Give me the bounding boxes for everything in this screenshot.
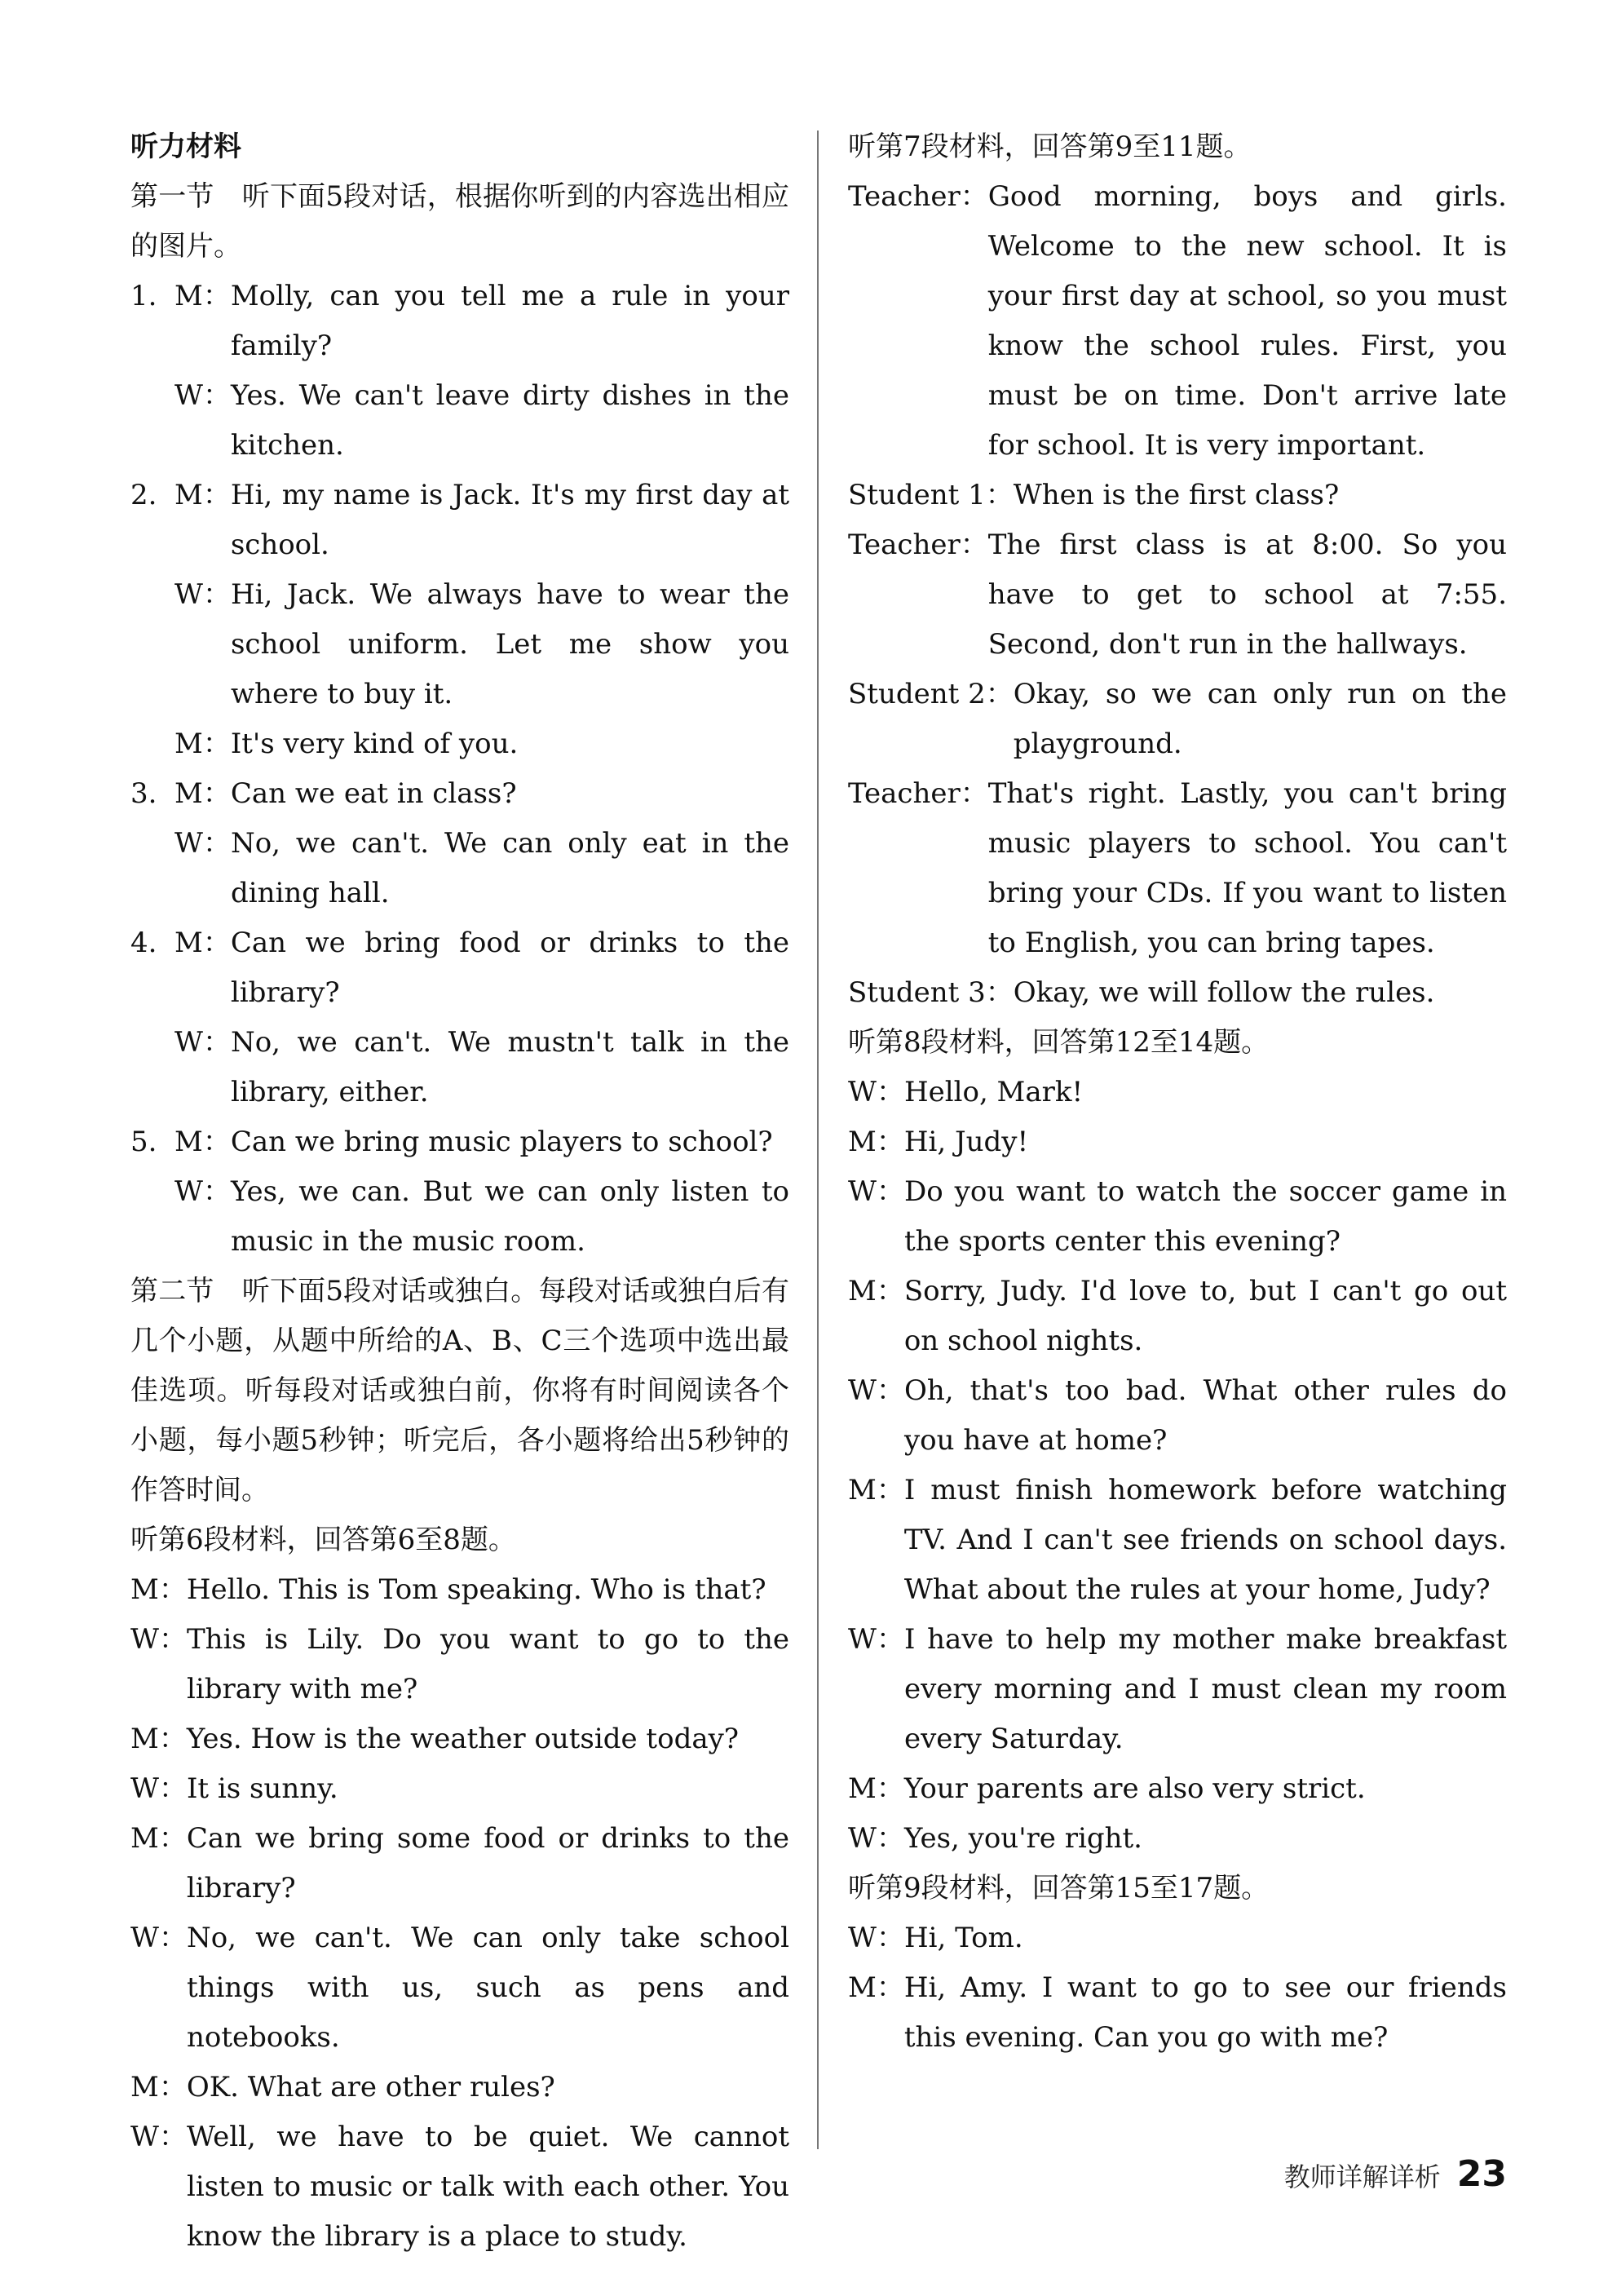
dialogue-line: [130, 2112, 789, 2262]
segment-8-dialogue: [848, 1068, 1507, 1864]
question-number: 1.: [130, 280, 157, 312]
dialogue-text: Yes. How is the weather outside today?: [186, 1723, 740, 1755]
speaker-label: M：: [848, 1772, 904, 1805]
dialogue-text: No, we can't. We can only take school things with us, such as pens and notebooks.: [186, 1922, 789, 2054]
section1-instructions: 第一节 听下面5段对话，根据你听到的内容选出相应的图片。: [130, 180, 789, 263]
page-number: 23: [1456, 2153, 1507, 2195]
speaker-label: M：: [130, 1573, 187, 1606]
dialogue-text: That's right. Lastly, you can't bring music players to school. You can't bring your CDs. If you want to listen to English, you can bring tapes.: [987, 777, 1507, 959]
speaker-label: W：: [848, 1822, 904, 1855]
dialogue-text: Can we eat in class?: [230, 777, 517, 810]
section2-instructions: 第二节 听下面5段对话或独白。每段对话或独白后有几个小题，从题中所给的A、B、C三个选项中选出最佳选项。听每段对话或独白前，你将有时间阅读各个小题，每小题5秒钟；听完后，各小题将给出5秒钟的作答时间。: [130, 1275, 789, 1506]
speaker-label: W：: [848, 1175, 904, 1208]
dialogue-text: Yes. We can't leave dirty dishes in the kitchen.: [230, 379, 789, 462]
speaker-label: M：: [848, 1126, 904, 1158]
question-number: 4.: [130, 927, 157, 959]
page-footer: [1284, 2153, 1507, 2195]
dialogue-text: When is the first class?: [1013, 479, 1340, 511]
speaker-label: W：: [130, 1922, 187, 1954]
dialogue-text: Can we bring food or drinks to the library?: [230, 927, 789, 1009]
speaker-label: M：: [174, 280, 231, 312]
speaker-label: W：: [130, 1772, 187, 1805]
dialogue-line: [130, 1615, 789, 1714]
speaker-label: M：: [130, 1723, 187, 1755]
speaker-label: W：: [174, 1026, 231, 1059]
speaker-label: M：: [174, 728, 231, 760]
speaker-label: W：: [174, 379, 231, 412]
question-3: [130, 769, 789, 918]
dialogue-text: OK. What are other rules?: [186, 2071, 555, 2104]
dialogue-text: Hi, Tom.: [903, 1922, 1023, 1954]
dialogue-line: [848, 1117, 1507, 1167]
dialogue-line: [848, 1814, 1507, 1864]
segment-7-title: 听第7段材料，回答第9至11题。: [848, 131, 1252, 163]
speaker-label: Teacher：: [848, 529, 988, 561]
segment-6-dialogue: [130, 1565, 789, 2262]
dialogue-text: Hi, Jack. We always have to wear the school uniform. Let me show you where to buy it.: [230, 578, 789, 710]
section-heading: 听力材料: [130, 131, 241, 163]
dialogue-text: Your parents are also very strict.: [903, 1772, 1366, 1805]
dialogue-text: Hello, Mark!: [903, 1076, 1084, 1108]
column-divider: [817, 131, 819, 2149]
segment-9-title: 听第9段材料，回答第15至17题。: [848, 1872, 1270, 1904]
speaker-label: Teacher：: [848, 777, 988, 810]
dialogue-line: [848, 1068, 1507, 1117]
dialogue-line: [130, 2063, 789, 2112]
dialogue-text: Okay, so we can only run on the playground.: [1013, 678, 1507, 760]
speaker-label: W：: [848, 1374, 904, 1407]
speaker-label: W：: [130, 2121, 187, 2153]
speaker-label: M：: [174, 1126, 231, 1158]
question-number: 2.: [130, 479, 157, 511]
question-number: 3.: [130, 777, 157, 810]
dialogue-text: Hi, Judy!: [903, 1126, 1029, 1158]
speaker-label: M：: [174, 777, 231, 810]
dialogue-text: Yes, you're right.: [903, 1822, 1142, 1855]
dialogue-line: [130, 1764, 789, 1814]
dialogue-line: [848, 1913, 1507, 1963]
dialogue-text: Hi, my name is Jack. It's my first day at school.: [230, 479, 789, 561]
dialogue-text: Hi, Amy. I want to go to see our friends this evening. Can you go with me?: [903, 1971, 1507, 2054]
dialogue-text: Hello. This is Tom speaking. Who is that?: [186, 1573, 766, 1606]
dialogue-text: Can we bring music players to school?: [230, 1126, 773, 1158]
dialogue-line: [130, 1565, 789, 1615]
speaker-label: W：: [174, 1175, 231, 1208]
speaker-label: M：: [174, 927, 231, 959]
dialogue-line: [848, 1267, 1507, 1366]
question-1: [130, 272, 789, 471]
speaker-label: W：: [848, 1076, 904, 1108]
dialogue-line: [848, 172, 1507, 471]
dialogue-text: Yes, we can. But we can only listen to music in the music room.: [230, 1175, 789, 1258]
speaker-label: Student 1：: [848, 479, 1014, 511]
segment-8-title: 听第8段材料，回答第12至14题。: [848, 1026, 1270, 1059]
footer-label: 教师详解详析: [1283, 2161, 1441, 2192]
dialogue-text: I have to help my mother make breakfast every morning and I must clean my room every Saturday.: [903, 1623, 1507, 1755]
dialogue-text: It's very kind of you.: [230, 728, 519, 760]
dialogue-text: No, we can't. We mustn't talk in the library, either.: [230, 1026, 789, 1108]
dialogue-text: This is Lily. Do you want to go to the library with me?: [186, 1623, 789, 1705]
question-4: [130, 918, 789, 1117]
dialogue-line: [848, 1764, 1507, 1814]
dialogue-line: [848, 769, 1507, 968]
dialogue-text: Well, we have to be quiet. We cannot listen to music or talk with each other. You know the library is a place to study.: [186, 2121, 789, 2253]
dialogue-text: I must finish homework before watching TV. And I can't see friends on school days. What about the rules at your home, Judy?: [903, 1474, 1507, 1606]
dialogue-text: Molly, can you tell me a rule in your family?: [230, 280, 789, 362]
dialogue-line: [848, 968, 1507, 1018]
dialogue-line: [848, 520, 1507, 670]
question-2: [130, 471, 789, 769]
speaker-label: W：: [174, 827, 231, 860]
dialogue-text: Sorry, Judy. I'd love to, but I can't go out on school nights.: [903, 1275, 1507, 1357]
dialogue-line: [848, 1167, 1507, 1267]
segment-6-title: 听第6段材料，回答第6至8题。: [130, 1524, 516, 1556]
speaker-label: Student 3：: [848, 976, 1014, 1009]
dialogue-line: [848, 471, 1507, 520]
dialogue-text: Can we bring some food or drinks to the library?: [186, 1822, 789, 1904]
dialogue-text: The first class is at 8:00. So you have to get to school at 7:55. Second, don't run in the hallways.: [987, 529, 1507, 661]
question-5: [130, 1117, 789, 1267]
dialogue-line: [848, 1366, 1507, 1466]
speaker-label: W：: [848, 1623, 904, 1656]
speaker-label: W：: [130, 1623, 187, 1656]
dialogue-text: Do you want to watch the soccer game in the sports center this evening?: [903, 1175, 1507, 1258]
speaker-label: Student 2：: [848, 678, 1014, 710]
speaker-label: M：: [848, 1474, 904, 1506]
speaker-label: M：: [848, 1971, 904, 2004]
dialogue-line: [130, 1913, 789, 2063]
speaker-label: M：: [848, 1275, 904, 1307]
dialogue-line: [848, 670, 1507, 769]
dialogue-text: It is sunny.: [186, 1772, 338, 1805]
dialogue-line: [130, 1814, 789, 1913]
dialogue-text: Good morning, boys and girls. Welcome to the new school. It is your first day at school, so you must know the school rules. First, you must be on time. Don't arrive late for school. It is very important.: [987, 180, 1507, 462]
dialogue-line: [130, 1714, 789, 1764]
speaker-label: M：: [174, 479, 231, 511]
segment-9-dialogue: [848, 1913, 1507, 2063]
speaker-label: M：: [130, 2071, 187, 2104]
speaker-label: M：: [130, 1822, 187, 1855]
dialogue-text: No, we can't. We can only eat in the dining hall.: [230, 827, 789, 909]
dialogue-line: [848, 1615, 1507, 1764]
speaker-label: W：: [848, 1922, 904, 1954]
dialogue-text: Oh, that's too bad. What other rules do you have at home?: [903, 1374, 1507, 1457]
right-column: [848, 122, 1507, 2063]
segment-7-dialogue: [848, 172, 1507, 1018]
dialogue-line: [848, 1466, 1507, 1615]
speaker-label: W：: [174, 578, 231, 611]
speaker-label: Teacher：: [848, 180, 988, 213]
left-column: [130, 122, 789, 2262]
question-number: 5.: [130, 1126, 157, 1158]
dialogue-line: [848, 1963, 1507, 2063]
dialogue-text: Okay, we will follow the rules.: [1013, 976, 1435, 1009]
